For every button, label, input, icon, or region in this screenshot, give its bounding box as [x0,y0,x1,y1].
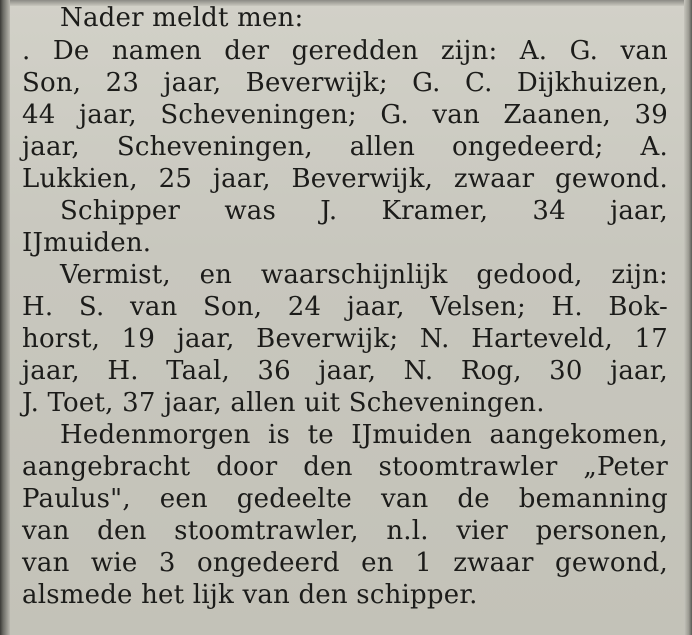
article-line-10: horst, 19 jaar, Beverwijk; N. Harteveld, 17 [22,324,668,354]
article-line-6: Schipper was J. Kramer, 34 jaar, [60,196,668,226]
article-line-7: IJmuiden. [22,228,152,258]
article-line-16: van den stoomtrawler, n.l. vier personen, [22,516,668,546]
article-heading: Nader meldt men: [60,3,304,33]
article-line-5: Lukkien, 25 jaar, Beverwijk, zwaar gewond. [22,164,668,194]
article-line-1: . De namen der geredden zijn: A. G. van [22,36,668,66]
article-line-2: Son, 23 jaar, Beverwijk; G. C. Dijkhuizen, [22,68,668,98]
article-line-3: 44 jaar, Scheveningen; G. van Zaanen, 39 [22,100,668,130]
scan-edge-left [0,0,10,635]
article-line-12: J. Toet, 37 jaar, allen uit Scheveningen. [22,388,545,418]
article-line-8: Vermist, en waarschijnlijk gedood, zijn: [60,260,668,290]
article-line-14: aangebracht door den stoomtrawler „Peter [22,452,668,482]
article-line-13: Hedenmorgen is te IJmuiden aangekomen, [60,420,668,450]
article-line-11: jaar, H. Taal, 36 jaar, N. Rog, 30 jaar, [22,356,668,386]
article-line-9: H. S. van Son, 24 jaar, Velsen; H. Bok- [22,292,668,322]
article-line-15: Paulus", een gedeelte van de bemanning [22,484,668,514]
article-line-4: jaar, Scheveningen, allen ongedeerd; A. [22,132,668,162]
scan-edge-right [684,0,692,635]
article-line-18: alsmede het lijk van den schipper. [22,580,478,610]
article-line-17: van wie 3 ongedeerd en 1 zwaar gewond, [22,548,668,578]
